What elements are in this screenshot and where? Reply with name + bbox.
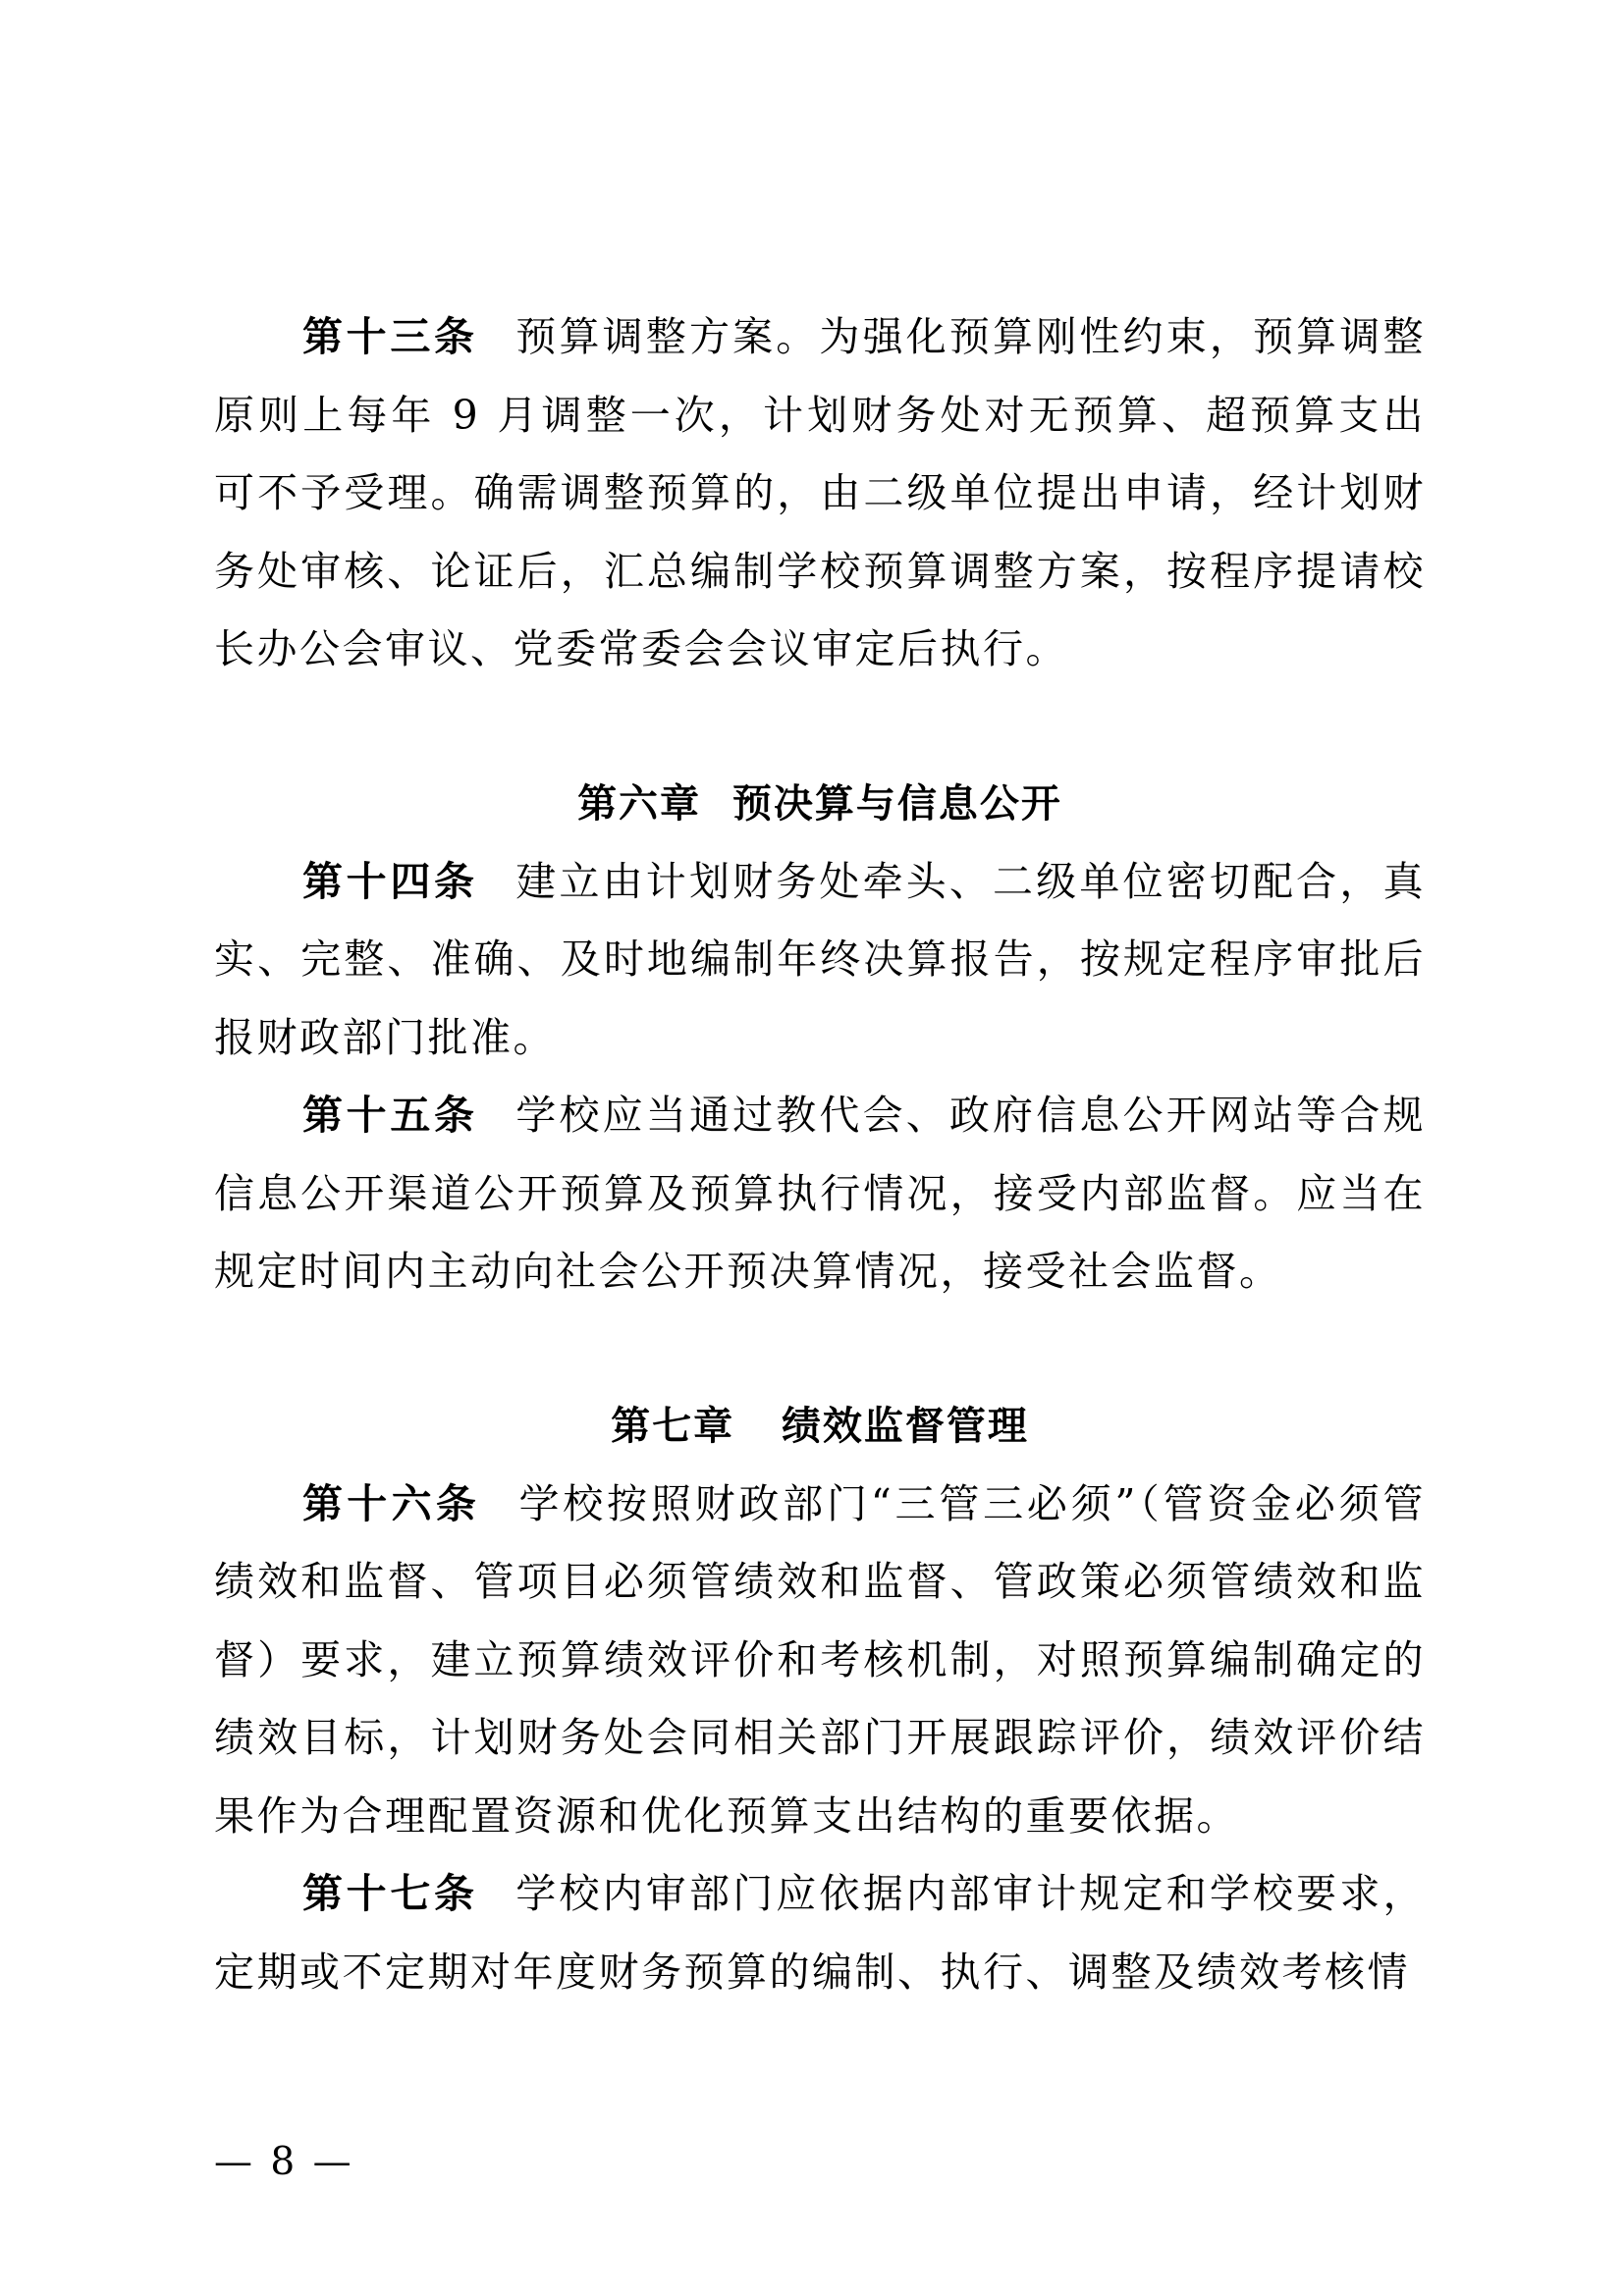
article-15-text: 学校应当通过教代会、政府信息公开网站等合规信息公开渠道公开预算及预算执行情况，接受内部监督。应当在规定时间内主动向社会公开预决算情况，接受社会监督。 — [214, 1092, 1426, 1295]
article-16 — [214, 1466, 1426, 1856]
page-number: — 8 — — [214, 2140, 354, 2184]
article-17-label: 第十七条 — [302, 1870, 478, 1917]
article-16-text: 学校按照财政部门“三管三必须”（管资金必须管绩效和监督、管项目必须管绩效和监督、管政策必须管绩效和监督）要求，建立预算绩效评价和考核机制，对照预算编制确定的绩效目标，计划财务处会同相关部门开展跟踪评价，绩效评价结果作为合理配置资源和优化预算支出结构的重要依据。 — [214, 1479, 1427, 1840]
article-13 — [214, 298, 1426, 689]
chapter-6-heading: 第六章 预决算与信息公开 — [577, 780, 1062, 827]
article-16-label: 第十六条 — [302, 1479, 481, 1527]
article-14-text: 建立由计划财务处牵头、二级单位密切配合，真实、完整、准确、及时地编制年终决算报告，按规定程序审批后报财政部门批准。 — [214, 857, 1426, 1061]
article-15 — [214, 1077, 1426, 1311]
article-15-label: 第十五条 — [302, 1092, 478, 1139]
article-17 — [214, 1855, 1426, 2011]
page-body — [214, 298, 1426, 2011]
article-13-label: 第十三条 — [302, 313, 478, 360]
article-17-text: 学校内审部门应依据内部审计规定和学校要求，定期或不定期对年度财务预算的编制、执行、调整及绩效考核情 — [214, 1870, 1426, 1996]
chapter-7-heading: 第七章 绩效监督管理 — [611, 1403, 1029, 1449]
article-14 — [214, 843, 1426, 1078]
article-14-label: 第十四条 — [302, 857, 478, 905]
article-13-text: 预算调整方案。为强化预算刚性约束，预算调整原则上每年 9 月调整一次，计划财务处对无预算、超预算支出可不予受理。确需调整预算的，由二级单位提出申请，经计划财务处审核、论证后，汇总编制学校预算调整方案，按程序提请校长办公会审议、党委常委会会议审定后执行。 — [214, 313, 1426, 672]
